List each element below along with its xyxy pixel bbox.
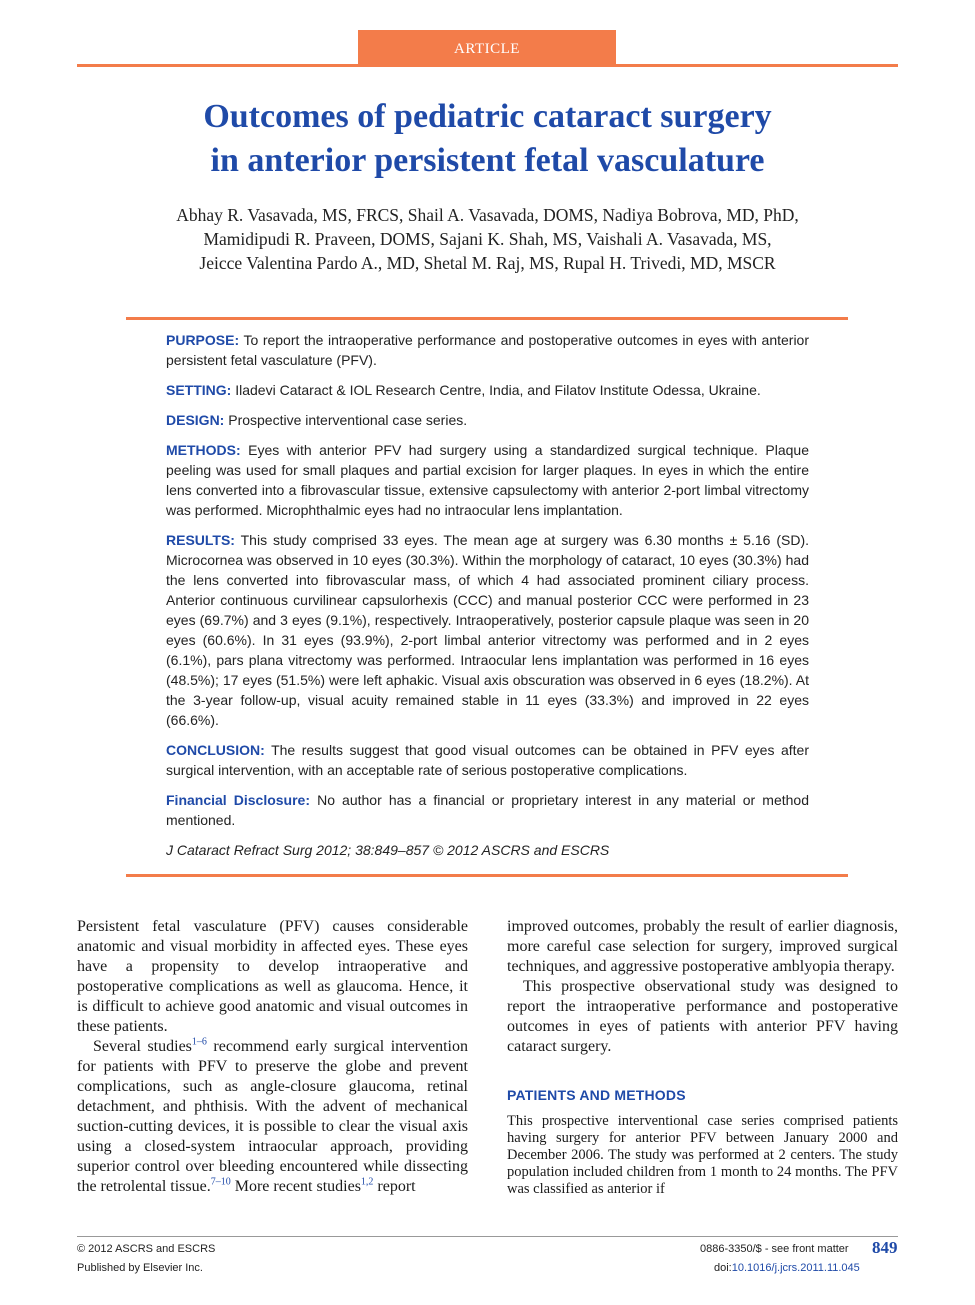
article-section-tab: ARTICLE [358, 30, 616, 66]
footer-issn: 0886-3350/$ - see front matter [700, 1243, 849, 1255]
intro-paragraph-1: Persistent fetal vasculature (PFV) causes considerable anatomic and visual morbidity in affected eyes. These eyes have a propensity to develop intraoperative and postoperative complications as well as glaucoma. Hence, it is difficult to achieve good anatomic and visual outcomes in these patients. [77, 918, 468, 1035]
purpose-text: To report the intraoperative performance and postoperative outcomes in eyes with anterior persistent fetal vasculature (PFV). [166, 332, 809, 368]
intro-paragraph-4: This prospective observational study was designed to report the intraoperative performance and postoperative outcomes in eyes of patients with anterior PFV having cataract surgery. [507, 978, 898, 1055]
p2-text-c: More recent studies [230, 1178, 361, 1195]
setting-text: Iladevi Cataract & IOL Research Centre, India, and Filatov Institute Odessa, Ukraine. [231, 382, 761, 398]
footer-publisher: Published by Elsevier Inc. [77, 1262, 203, 1274]
footer-copyright: © 2012 ASCRS and ESCRS [77, 1243, 216, 1255]
p2-text-d: report [373, 1178, 416, 1195]
body-column-right [507, 917, 898, 1198]
abstract-methods [166, 440, 809, 520]
methods-label: METHODS: [166, 442, 241, 458]
author-line-3: Jeicce Valentina Pardo A., MD, Shetal M. Raj, MS, Rupal H. Trivedi, MD, MSCR [199, 253, 776, 273]
design-text: Prospective interventional case series. [224, 412, 468, 428]
author-line-1: Abhay R. Vasavada, MS, FRCS, Shail A. Vasavada, DOMS, Nadiya Bobrova, MD, PhD, [176, 205, 799, 225]
intro-paragraph-3: improved outcomes, probably the result of earlier diagnosis, more careful case selection for surgery, improved surgical techniques, and aggressive postoperative amblyopia therapy. [507, 918, 898, 975]
title-line-2: in anterior persistent fetal vasculature [210, 142, 765, 179]
body-column-left [77, 917, 468, 1197]
p2-text-a: Several studies [93, 1038, 192, 1055]
conclusion-label: CONCLUSION: [166, 742, 265, 758]
p2-text-b: recommend early surgical intervention for patients with PFV to preserve the globe and prevent complications, such as angle-closure glaucoma, retinal detachment, and phthisis. With the advent of mechanical suction-cutting devices, it is possible to clear the visual axis using a closed-system intraocular approach, providing superior control over bleeding encountered while dissecting the retrolental tissue. [77, 1038, 469, 1195]
abstract-conclusion [166, 740, 809, 780]
reference-link[interactable]: 7–10 [210, 1176, 231, 1188]
intro-paragraph-2 [77, 1037, 468, 1197]
title-line-1: Outcomes of pediatric cataract surgery [203, 98, 772, 135]
header-rule [77, 64, 898, 67]
abstract-purpose [166, 330, 809, 370]
abstract-bottom-rule [126, 874, 848, 877]
setting-label: SETTING: [166, 382, 232, 398]
methods-paragraph-1: This prospective interventional case series comprised patients having surgery for anterior PFV between January 2000 and December 2006. The study was performed at 2 centers. The study population included children from 1 month to 24 months. The PFV was classified as anterior if [507, 1113, 898, 1197]
disclosure-text: No author has a financial or proprietary interest in any material or method mentioned. [166, 792, 809, 828]
journal-citation: J Cataract Refract Surg 2012; 38:849–857 © 2012 ASCRS and ESCRS [166, 842, 610, 858]
footer-rule [77, 1236, 898, 1237]
author-list [77, 203, 898, 275]
purpose-label: PURPOSE: [166, 332, 240, 348]
design-label: DESIGN: [166, 412, 225, 428]
article-title [77, 95, 898, 183]
page-number: 849 [872, 1238, 898, 1257]
disclosure-label: Financial Disclosure: [166, 792, 311, 808]
abstract-setting [166, 380, 809, 400]
conclusion-text: The results suggest that good visual outcomes can be obtained in PFV eyes after surgical intervention, with an acceptable rate of serious postoperative complications. [166, 742, 809, 778]
methods-text: Eyes with anterior PFV had surgery using a standardized surgical technique. Plaque peeling was used for small plaques and partial excision for larger plaques. In eyes in which the entire lens converted into a fibrovascular tissue, extensive capsulectomy with anterior 2-port limbal vitrectomy was performed. Microphthalmic eyes had no intraocular lens implantation. [166, 442, 809, 518]
author-line-2: Mamidipudi R. Praveen, DOMS, Sajani K. Shah, MS, Vaishali A. Vasavada, MS, [203, 229, 772, 249]
abstract-disclosure [166, 790, 809, 830]
abstract-top-rule [126, 317, 848, 320]
results-text: This study comprised 33 eyes. The mean age at surgery was 6.30 months ± 5.16 (SD). Microcornea was observed in 10 eyes (30.3%). Within the morphology of cataract, 10 eyes (30.3%) had the lens converted into fibrovascular mass, of which 4 had associated prominent ciliary process. Anterior continuous curvilinear capsulorhexis (CCC) and manual posterior CCC were performed in 23 eyes (69.7%) and 3 eyes (9.1%), respectively. Intraoperatively, posterior capsule plaque was seen in 20 eyes (60.6%). In 31 eyes (93.9%), 2-port limbal anterior vitrectomy was performed and in 2 eyes (6.1%), pars plana vitrectomy was performed. Intraocular lens implantation was performed in 16 eyes (48.5%); 17 eyes (51.5%) were left aphakic. Visual axis obscuration was observed in 6 eyes (18.2%). At the 3-year follow-up, visual acuity remained stable in 11 eyes (33.3%) and improved in 22 eyes (66.6%). [166, 532, 809, 728]
abstract-design [166, 410, 809, 430]
reference-link[interactable]: 1,2 [360, 1176, 374, 1188]
abstract [166, 330, 809, 870]
results-label: RESULTS: [166, 532, 235, 548]
footer-doi [714, 1262, 860, 1274]
doi-link[interactable]: 10.1016/j.jcrs.2011.11.045 [731, 1262, 860, 1274]
section-heading: PATIENTS AND METHODS [507, 1087, 686, 1103]
reference-link[interactable]: 1–6 [191, 1036, 207, 1048]
doi-prefix: doi: [714, 1262, 732, 1274]
abstract-results [166, 530, 809, 730]
